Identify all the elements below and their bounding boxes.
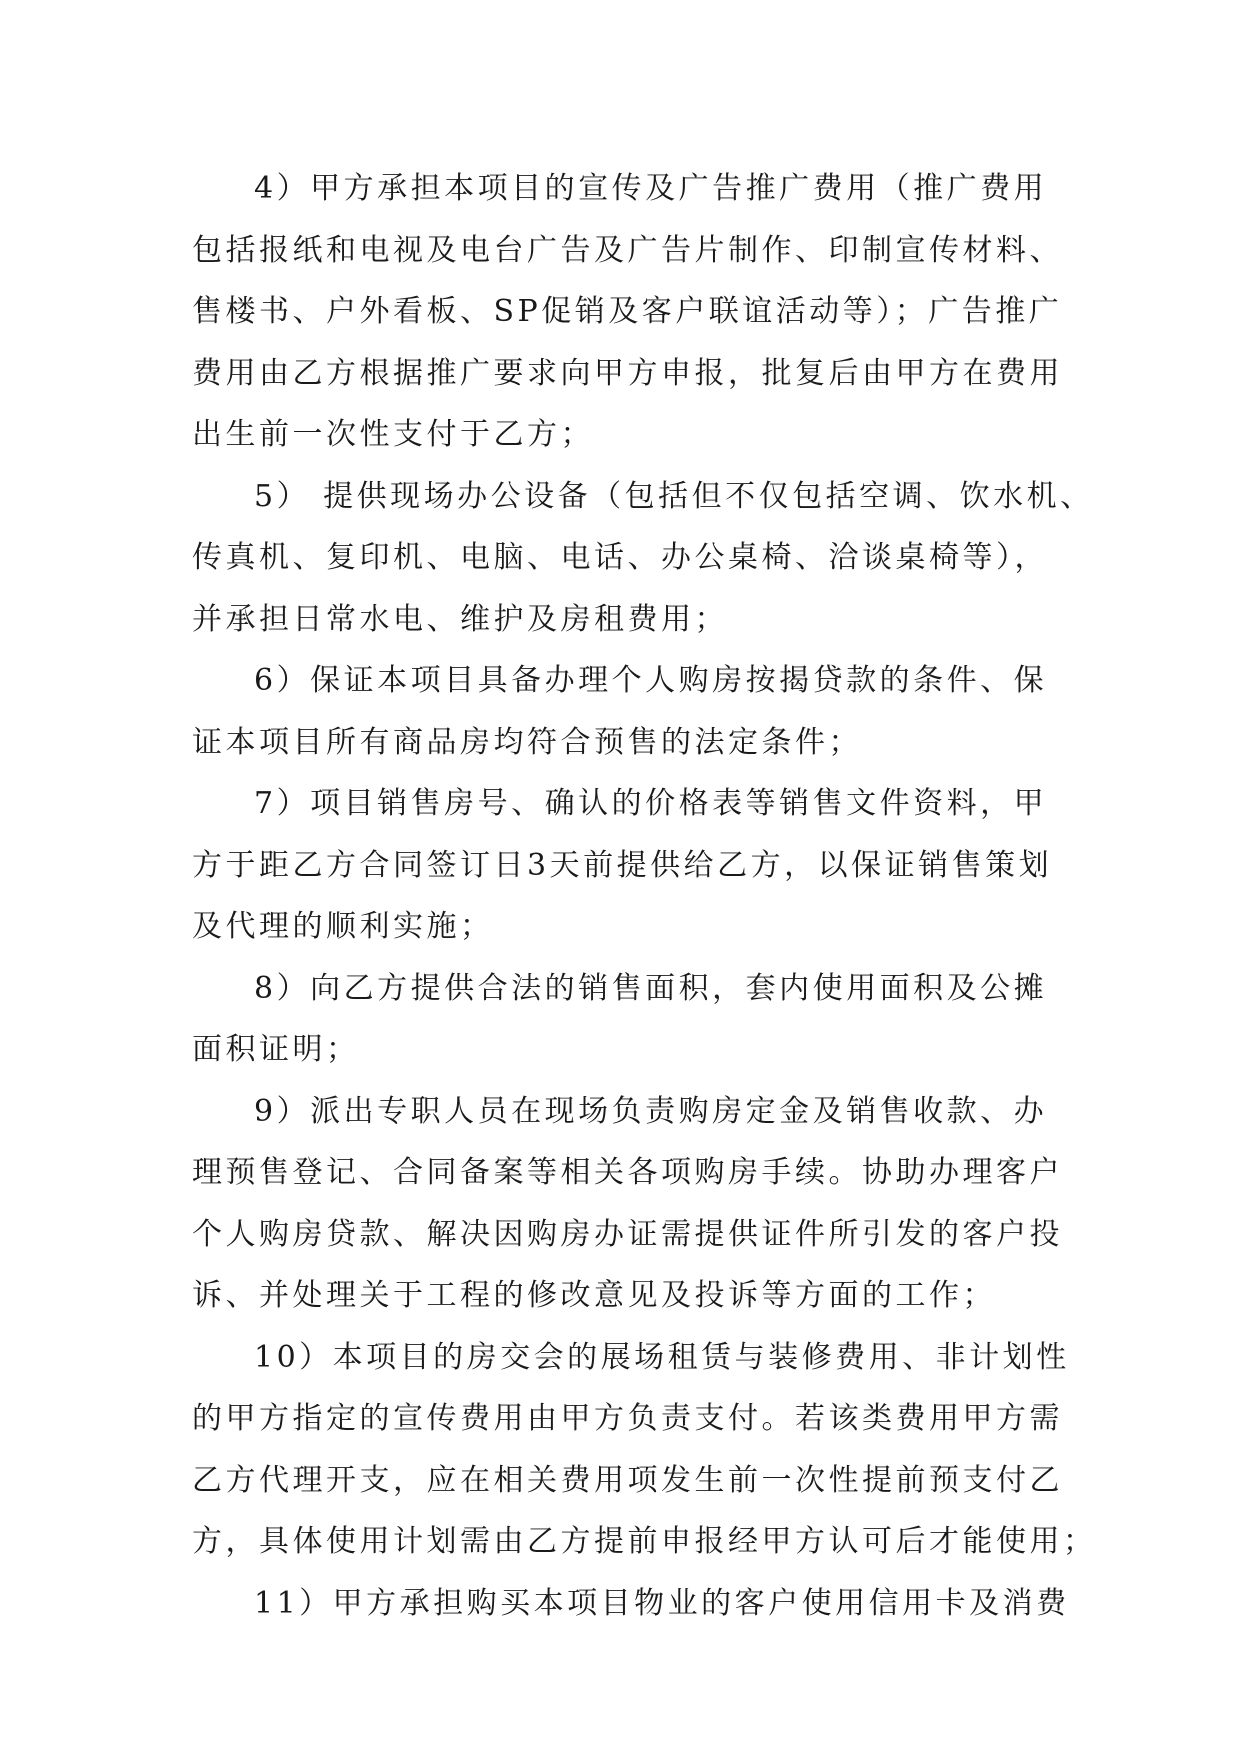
- text-line: 费用由乙方根据推广要求向甲方申报，批复后由甲方在费用: [192, 355, 1063, 391]
- text-line: 7）项目销售房号、确认的价格表等销售文件资料，甲: [254, 786, 1048, 821]
- text-line: 包括报纸和电视及电台广告及广告片制作、印制宣传材料、: [192, 232, 1063, 268]
- text-line: 理预售登记、合同备案等相关各项购房手续。协助办理客户: [192, 1155, 1063, 1190]
- text-line: 个人购房贷款、解决因购房办证需提供证件所引发的客户投: [192, 1216, 1063, 1252]
- text-line: 的甲方指定的宣传费用由甲方负责支付。若该类费用甲方需: [192, 1401, 1063, 1436]
- text-line: 出生前一次性支付于乙方；: [192, 417, 594, 452]
- text-line: 9）派出专职人员在现场负责购房定金及销售收款、办: [254, 1093, 1048, 1129]
- text-line: 8）向乙方提供合法的销售面积，套内使用面积及公摊: [254, 970, 1048, 1006]
- document-body: [192, 158, 1097, 1634]
- text-line: 诉、并处理关于工程的修改意见及投诉等方面的工作；: [192, 1278, 996, 1313]
- text-line: 并承担日常水电、维护及房租费用；: [192, 601, 728, 637]
- clause-7: [192, 773, 1062, 958]
- text-line: 6）保证本项目具备办理个人购房按揭贷款的条件、保: [254, 663, 1048, 698]
- clause-8: [192, 958, 1062, 1081]
- text-line: 及代理的顺利实施；: [192, 909, 494, 944]
- text-line: 方，具体使用计划需由乙方提前申报经甲方认可后才能使用；: [192, 1524, 1097, 1559]
- text-line: 证本项目所有商品房均符合预售的法定条件；: [192, 724, 862, 760]
- text-line: 传真机、复印机、电脑、电话、办公桌椅、洽谈桌椅等），: [192, 540, 1048, 575]
- text-line: 10）本项目的房交会的展场租赁与装修费用、非计划性: [254, 1339, 1070, 1375]
- text-line: 4）甲方承担本项目的宣传及广告推广费用（推广费用: [254, 171, 1048, 206]
- clause-4: [192, 158, 1062, 466]
- clause-11: [192, 1573, 1070, 1635]
- clause-9: [192, 1081, 1062, 1327]
- clause-10: [192, 1327, 1097, 1573]
- text-line: 方于距乙方合同签订日3天前提供给乙方，以保证销售策划: [192, 847, 1053, 883]
- text-line: 面积证明；: [192, 1032, 360, 1067]
- clause-5: [192, 466, 1094, 651]
- text-line: 5） 提供现场办公设备（包括但不仅包括空调、饮水机、: [254, 478, 1094, 514]
- text-line: 售楼书、户外看板、SP促销及客户联谊活动等）；广告推广: [192, 294, 1063, 329]
- clause-6: [192, 650, 1062, 773]
- text-line: 乙方代理开支，应在相关费用项发生前一次性提前预支付乙: [192, 1462, 1063, 1498]
- text-line: 11）甲方承担购买本项目物业的客户使用信用卡及消费: [254, 1585, 1070, 1621]
